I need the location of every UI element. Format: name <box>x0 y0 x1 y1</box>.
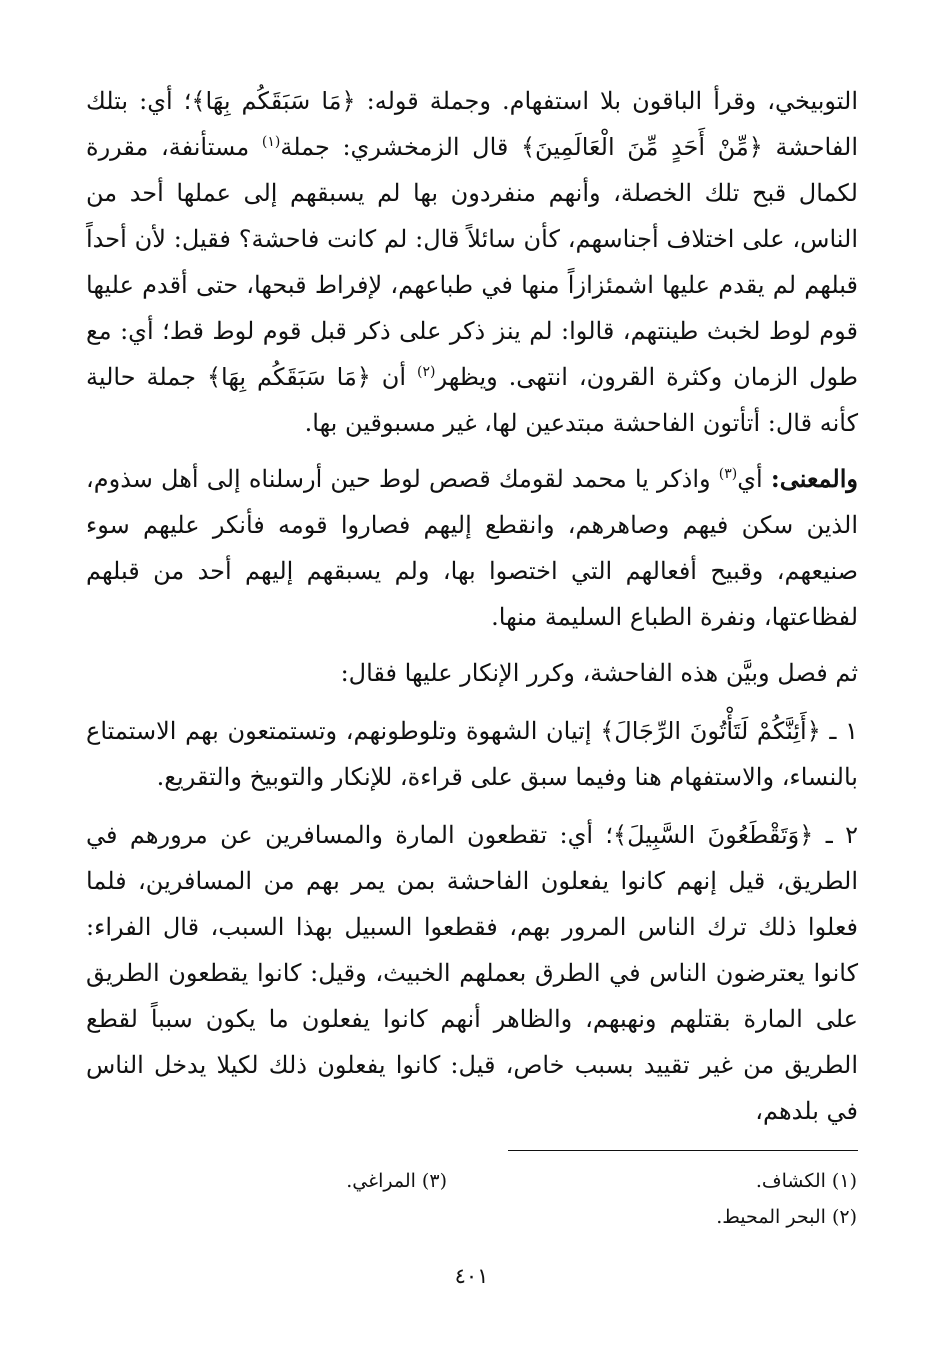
quran-quote: ﴿وَتَقْطَعُونَ السَّبِيلَ﴾ <box>613 821 814 849</box>
paragraph-4 <box>86 708 858 800</box>
text-segment: واذكر يا محمد لقومك قصص لوط حين أرسلناه إلى أهل سذوم، الذين سكن فيهم وصاهرهم، وانقطع إليهم فصاروا قومه فأنكر عليهم سوء صنيعهم، وقبيح أفعالهم التي اختصوا بها، ولم يسبقهم إليهم أحد من قبلهم لفظاعتها، ونفرة الطباع السليمة منها. <box>86 465 858 631</box>
quran-quote: ﴿أَئِنَّكُمْ لَتَأْتُونَ الرِّجَالَ﴾ <box>600 717 821 745</box>
text-segment: قال الزمخشري: جملة <box>280 133 521 161</box>
text-segment: ؛ أي: تقطعون المارة والمسافرين عن مرورهم في الطريق، قيل إنهم كانوا يفعلون الفاحشة بمن يمر بهم من المسافرين، فلما فعلوا ذلك ترك الناس المرور بهم، فقطعوا السبيل بهذا السبب، قال الفراء: كانوا يعترضون الناس في الطرق بعملهم الخبيث، وقيل: كانوا يقطعون الطريق على المارة بقتلهم ونهبهم، والظاهر أنهم كانوا يفعلون ما يكون سبباً لقطع الطريق من غير تقييد بسبب خاص، قيل: كانوا يفعلون ذلك لكيلا يدخل الناس في بلدهم، <box>86 821 858 1125</box>
quran-quote: ﴿مِّنْ أَحَدٍ مِّنَ الْعَالَمِينَ﴾ <box>520 133 763 161</box>
text-segment: ثم فصل وبيَّن هذه الفاحشة، وكرر الإنكار عليها فقال: <box>340 659 858 687</box>
text-segment: ؛ أي: بتلك الفاحشة <box>86 87 858 161</box>
item-number: ٢ ـ <box>813 821 858 849</box>
footnote-3: (٣) المراغي. <box>346 1170 447 1192</box>
text-segment: إتيان الشهوة وتلوطونهم، وتستمتعون بهم الاستمتاع بالنساء، والاستفهام هنا وفيما سبق على قراءة، للإنكار والتوبيخ والتقريع. <box>86 717 858 791</box>
quran-quote: ﴿مَا سَبَقَكُم بِهَا﴾ <box>206 363 371 391</box>
paragraph-2 <box>86 456 858 640</box>
page-number: ٤٠١ <box>454 1264 489 1288</box>
text-segment: التوبيخي، وقرأ الباقون بلا استفهام. وجملة قوله: <box>355 87 859 115</box>
footnote-ref-1: (١) <box>261 134 281 150</box>
paragraph-5 <box>86 812 858 1134</box>
quran-quote: ﴿مَا سَبَقَكُم بِهَا﴾ <box>191 87 356 115</box>
footnote-row <box>85 1163 857 1199</box>
meaning-label: والمعنى: <box>770 464 858 493</box>
text-segment: جملة حالية كأنه قال: أتأتون الفاحشة مبتدعين لها، غير مسبوقين بها. <box>86 363 858 437</box>
paragraph-1 <box>86 78 858 446</box>
text-segment: أي <box>737 465 771 493</box>
footnote-row <box>85 1199 857 1235</box>
footnote-2: (٢) البحر المحيط. <box>716 1206 857 1228</box>
footnote-ref-3: (٣) <box>718 466 738 482</box>
item-number: ١ ـ <box>820 717 858 745</box>
text-segment: أن <box>370 363 418 391</box>
text-segment: مستأنفة، مقررة لكمال قبح تلك الخصلة، وأنهم منفردون بها لم يسبقهم إلى عملها أحد من الناس، على اختلاف أجناسهم، كأن سائلاً قال: لم كانت فاحشة؟ فقيل: لأن أحداً قبلهم لم يقدم عليها اشمئزازاً منها في طباعهم، لإفراط قبحها، حتى أقدم عليها قوم لوط لخبث طينتهم، قالوا: لم ينز ذكر على ذكر قبل قوم لوط قط؛ أي: مع طول الزمان وكثرة القرون، انتهى. ويظهر <box>86 133 858 391</box>
footnotes <box>85 1163 857 1235</box>
footnote-divider <box>508 1150 858 1151</box>
page-body <box>86 78 858 1134</box>
footnote-1: (١) الكشاف. <box>755 1170 857 1192</box>
footnote-ref-2: (٢) <box>417 364 436 380</box>
paragraph-3 <box>86 650 858 696</box>
